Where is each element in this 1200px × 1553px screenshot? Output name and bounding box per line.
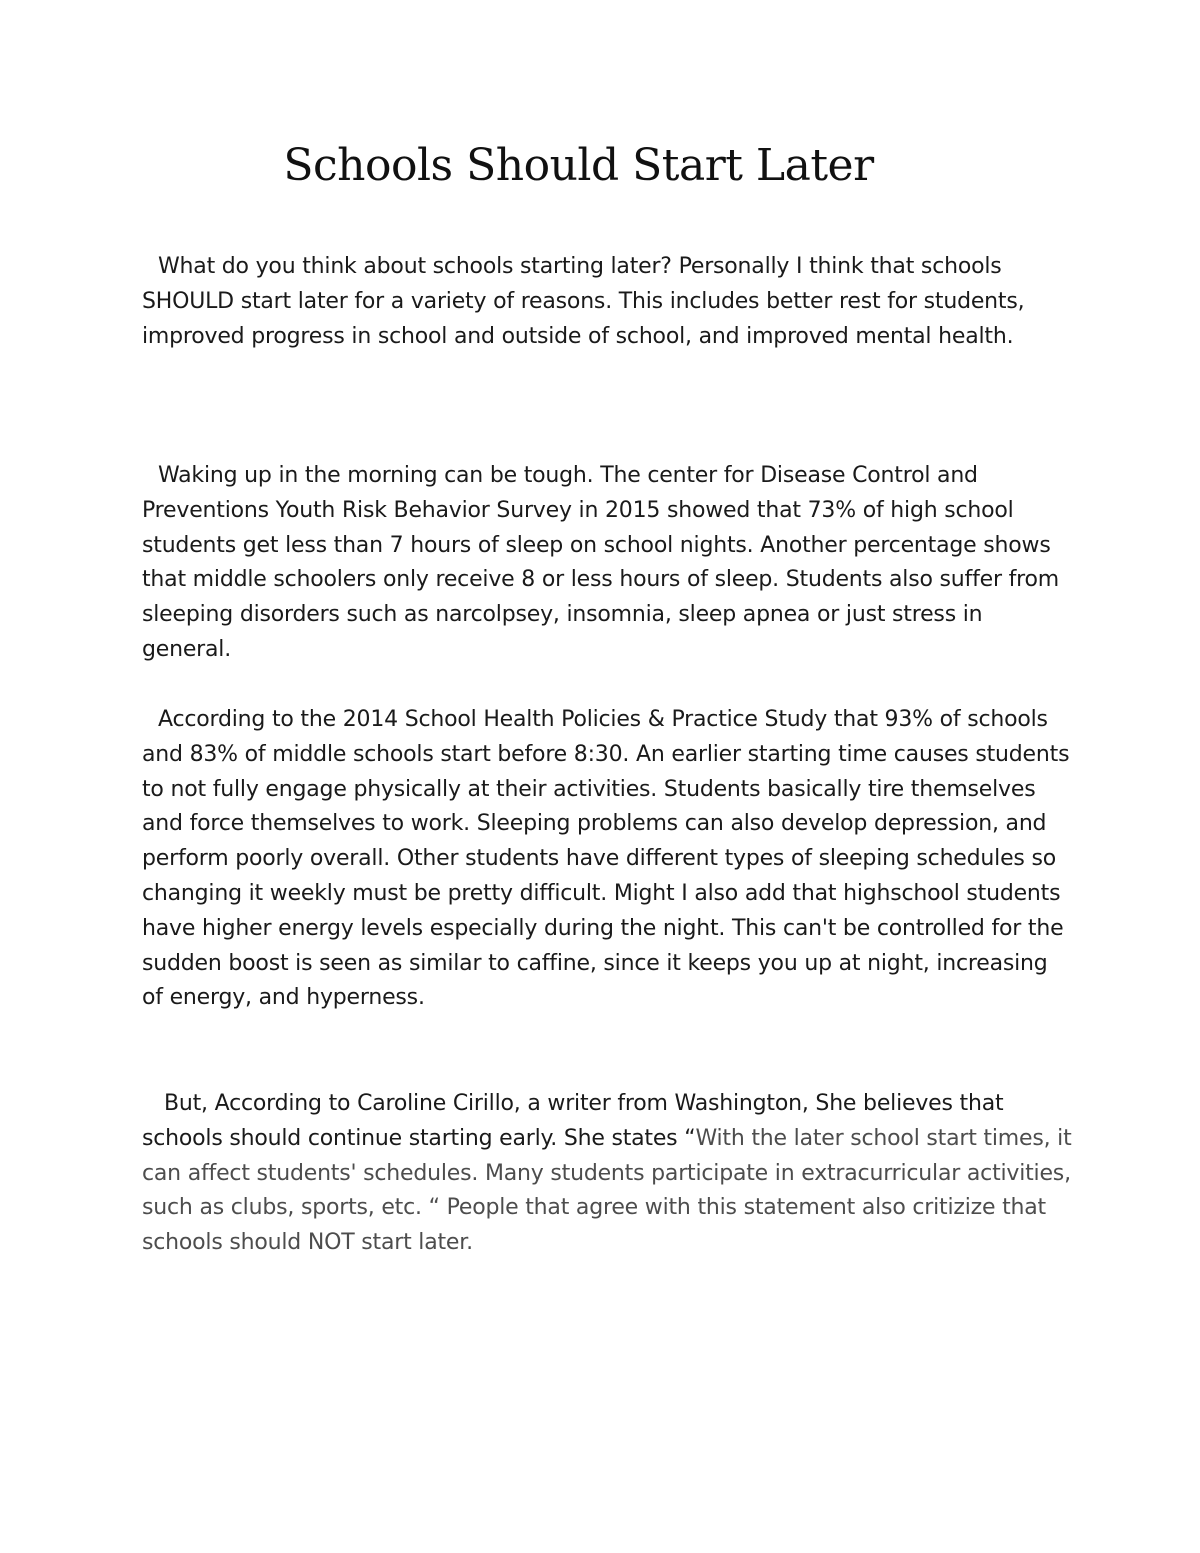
paragraph-intro — [142, 250, 1072, 354]
paragraph-sleep-statistics — [142, 459, 1072, 668]
paragraph-counterargument-intro: But, According to Caroline Cirillo, a writer from Washington, She believes that schools should continue starting early. She states “ — [142, 1091, 1004, 1151]
paragraph-intro-text: What do you think about schools starting later? Personally I think that schools SHOULD start later for a variety of reasons. This includes better rest for students, improved progress in school and outside of school, and improved mental health. — [142, 254, 1025, 349]
paragraph-counterargument-quote: With the later school start times, it can affect students' schedules. Many students participate in extracurricular activities, such as clubs, sports, etc. “ People that agree with this statement also critizize that schools should NOT start later. — [142, 1125, 1072, 1256]
document-title: Schools Should Start Later — [283, 140, 874, 191]
paragraph-counterargument — [142, 1087, 1072, 1261]
paragraph-start-times-text: According to the 2014 School Health Policies & Practice Study that 93% of schools and 83% of middle schools start before 8:30. An earlier starting time causes students to not fully engage physically at their activities. Students basically tire themselves and force themselves to work. Sleeping problems can also develop depression, and perform poorly overall. Other students have different types of sleeping schedules so changing it weekly must be pretty difficult. Might I also add that highschool students have higher energy levels especially during the night. This can't be controlled for the sudden boost is seen as similar to caffine, since it keeps you up at night, increasing of energy, and hyperness. — [142, 707, 1070, 1011]
paragraph-start-times — [142, 703, 1072, 1016]
paragraph-sleep-statistics-text: Waking up in the morning can be tough. The center for Disease Control and Preventions Youth Risk Behavior Survey in 2015 showed that 73% of high school students get less than 7 hours of sleep on school nights. Another percentage shows that middle schoolers only receive 8 or less hours of sleep. Students also suffer from sleeping disorders such as narcolpsey, insomnia, sleep apnea or just stress in general. — [142, 463, 1059, 662]
